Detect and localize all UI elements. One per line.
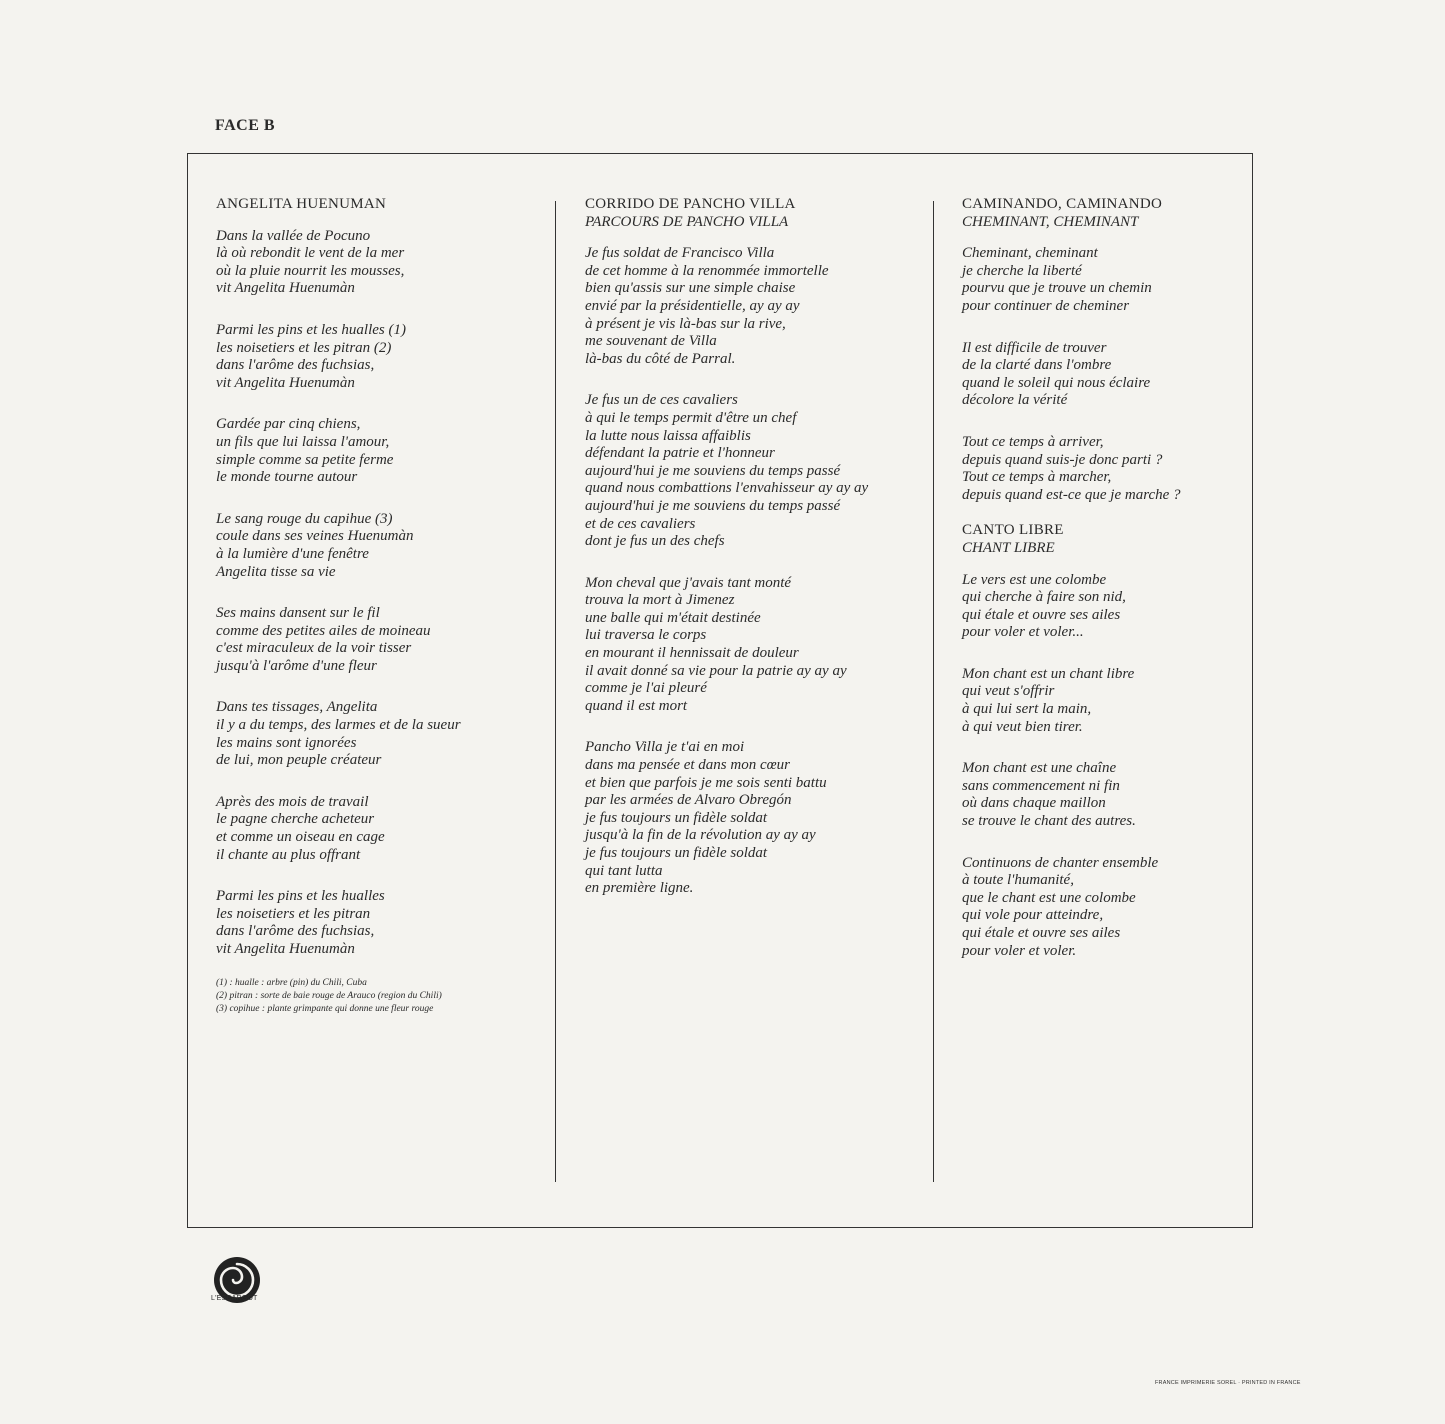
lyric-line: par les armées de Alvaro Obregón (585, 792, 792, 809)
lyric-line: à toute l'humanité, (962, 872, 1074, 889)
lyric-line: Dans la vallée de Pocuno (216, 227, 371, 244)
song-title: CORRIDO DE PANCHO VILLA (585, 196, 796, 212)
stanza (216, 888, 546, 958)
lyric-line: Mon cheval que j'avais tant monté (585, 574, 792, 591)
lyric-line: le pagne cherche acheteur (216, 811, 375, 828)
lyric-line: où la pluie nourrit les mousses, (216, 262, 405, 279)
lyric-line: pour continuer de cheminer (962, 297, 1130, 314)
lyric-line: Gardée par cinq chiens, (216, 416, 361, 433)
stanza-list (962, 245, 1247, 504)
lyric-line: il chante au plus offrant (216, 846, 361, 863)
footnote: (3) copihue : plante grimpante qui donne une fleur rouge (216, 1003, 434, 1014)
column-divider (933, 201, 934, 1182)
lyric-line: trouva la mort à Jimenez (585, 592, 735, 609)
lyric-line: quand nous combattions l'envahisseur ay ay ay (585, 480, 869, 497)
lyric-line: à qui le temps permit d'être un chef (585, 409, 797, 426)
lyric-line: Parmi les pins et les hualles (216, 888, 385, 905)
face-label: FACE B (215, 117, 276, 134)
lyric-line: vit Angelita Huenumàn (216, 941, 355, 957)
lyric-line: vit Angelita Huenumàn (216, 280, 355, 297)
stanza (585, 739, 925, 897)
lyric-line: la lutte nous laissa affaiblis (585, 427, 751, 444)
column-caminando (962, 196, 1247, 984)
lyric-line: Tout ce temps à arriver, (962, 433, 1104, 450)
footnote: (1) : hualle : arbre (pin) du Chili, Cuba (216, 977, 367, 988)
stanza (962, 434, 1247, 504)
printer-credit: FRANCE IMPRIMERIE SOREL · PRINTED IN FRANCE (1155, 1380, 1301, 1386)
lyric-line: Parmi les pins et les hualles (1) (216, 321, 406, 338)
lyric-line: sans commencement ni fin (962, 777, 1120, 794)
lyric-line: quand le soleil qui nous éclaire (962, 374, 1151, 391)
stanza (216, 511, 546, 581)
lyric-line: pour voler et voler... (962, 624, 1084, 641)
lyric-line: pour voler et voler. (962, 942, 1077, 959)
stanza (216, 699, 546, 769)
lyric-line: pourvu que je trouve un chemin (962, 280, 1152, 297)
lyric-line: me souvenant de Villa (585, 333, 717, 350)
lyric-line: quand il est mort (585, 697, 688, 714)
lyric-line: aujourd'hui je me souviens du temps passé (585, 497, 841, 514)
lyric-line: défendant la patrie et l'honneur (585, 445, 775, 462)
lyric-line: qui étale et ouvre ses ailes (962, 925, 1121, 941)
stanza (216, 416, 546, 486)
lyric-line: bien qu'assis sur une simple chaise (585, 280, 796, 297)
footnote: (2) pitran : sorte de baie rouge de Arauco (region du Chili) (216, 990, 442, 1001)
lyric-line: qui vole pour atteindre, (962, 907, 1104, 924)
lyric-line: se trouve le chant des autres. (962, 813, 1136, 830)
lyric-line: Pancho Villa je t'ai en moi (585, 739, 745, 756)
lyric-line: Le vers est une colombe (962, 571, 1107, 588)
lyric-line: qui veut s'offrir (962, 683, 1055, 700)
lyric-line: Dans tes tissages, Angelita (216, 699, 378, 716)
lyric-line: à la lumière d'une fenêtre (216, 545, 369, 562)
lyric-line: qui cherche à faire son nid, (962, 589, 1126, 606)
lyric-line: comme je l'ai pleuré (585, 680, 707, 697)
stanza (216, 794, 546, 864)
lyric-line: coule dans ses veines Huenumàn (216, 528, 414, 545)
song-title: CAMINANDO, CAMINANDO (962, 196, 1163, 212)
stanza (216, 322, 546, 392)
stanza (216, 228, 546, 298)
lyric-line: vit Angelita Huenumàn (216, 374, 355, 391)
lyric-line: je cherche la liberté (962, 262, 1082, 279)
lyric-line: qui tant lutta (585, 862, 663, 879)
lyric-line: en mourant il hennissait de douleur (585, 645, 799, 662)
lyric-line: depuis quand est-ce que je marche ? (962, 486, 1181, 503)
lyric-line: à qui veut bien tirer. (962, 718, 1083, 735)
lyric-line: jusqu'à la fin de la révolution ay ay ay (585, 827, 816, 844)
lyric-line: Je fus un de ces cavaliers (585, 392, 738, 409)
stanza (216, 605, 546, 675)
stanza-list (962, 572, 1247, 961)
footnotes (216, 977, 546, 1016)
lyric-line: que le chant est une colombe (962, 889, 1136, 906)
lyric-line: les mains sont ignorées (216, 734, 357, 751)
lyric-line: Mon chant est une chaîne (962, 760, 1117, 777)
lyric-line: et bien que parfois je me sois senti battu (585, 774, 827, 791)
song-subtitle: PARCOURS DE PANCHO VILLA (585, 213, 789, 230)
lyric-line: c'est miraculeux de la voir tisser (216, 640, 412, 657)
lyric-line: de cet homme à la renommée immortelle (585, 262, 829, 279)
column-divider (555, 201, 556, 1182)
lyric-line: Il est difficile de trouver (962, 339, 1107, 356)
stanza (962, 572, 1247, 642)
lyric-line: en première ligne. (585, 880, 694, 897)
lyric-line: à présent je vis là-bas sur la rive, (585, 315, 786, 332)
lyric-line: qui étale et ouvre ses ailes (962, 606, 1121, 623)
lyric-line: les noisetiers et les pitran (2) (216, 339, 392, 356)
lyric-line: et de ces cavaliers (585, 515, 696, 532)
stanza (585, 245, 925, 368)
column-angelita (216, 196, 546, 1016)
stanza (962, 666, 1247, 736)
lyric-line: une balle qui m'était destinée (585, 609, 761, 626)
lyric-line: simple comme sa petite ferme (216, 451, 394, 468)
lyric-line: là-bas du côté de Parral. (585, 350, 736, 367)
stanza (962, 245, 1247, 315)
stanza (962, 760, 1247, 830)
lyric-line: Tout ce temps à marcher, (962, 469, 1112, 486)
lyric-line: comme des petites ailes de moineau (216, 622, 431, 639)
lyric-line: dans l'arôme des fuchsias, (216, 357, 375, 374)
stanza (585, 575, 925, 716)
lyric-line: décolore la vérité (962, 392, 1068, 409)
lyric-line: il avait donné sa vie pour la patrie ay ay ay (585, 662, 847, 679)
lyric-line: Continuons de chanter ensemble (962, 854, 1159, 871)
lyric-line: je fus toujours un fidèle soldat (585, 845, 768, 861)
lyric-line: depuis quand suis-je donc parti ? (962, 451, 1163, 468)
lyric-line: un fils que lui laissa l'amour, (216, 433, 390, 450)
lyric-line: Ses mains dansent sur le fil (216, 605, 380, 622)
stanza-list (216, 228, 546, 959)
lyric-line: dont je fus un des chefs (585, 533, 725, 550)
lyric-line: Cheminant, cheminant (962, 245, 1098, 262)
lyric-line: où dans chaque maillon (962, 795, 1106, 812)
lyric-line: envié par la présidentielle, ay ay ay (585, 297, 800, 314)
stanza (585, 392, 925, 550)
song-subtitle: CHEMINANT, CHEMINANT (962, 213, 1139, 230)
lyric-line: aujourd'hui je me souviens du temps passé (585, 462, 841, 479)
lyric-line: dans l'arôme des fuchsias, (216, 923, 375, 940)
lyric-line: Après des mois de travail (216, 793, 369, 810)
column-pancho-villa (585, 196, 925, 922)
stanza (962, 340, 1247, 410)
lyric-line: de lui, mon peuple créateur (216, 752, 382, 769)
stanza-list (585, 245, 925, 898)
song-title: ANGELITA HUENUMAN (216, 196, 387, 212)
lyric-line: jusqu'à l'arôme d'une fleur (216, 657, 377, 674)
song-subtitle: CHANT LIBRE (962, 539, 1055, 556)
lyric-line: là où rebondit le vent de la mer (216, 245, 405, 262)
lyric-line: il y a du temps, des larmes et de la sueur (216, 717, 461, 734)
lyric-line: et comme un oiseau en cage (216, 829, 385, 846)
lyric-line: les noisetiers et les pitran (216, 905, 371, 922)
lyric-line: lui traversa le corps (585, 627, 707, 644)
stanza (962, 855, 1247, 961)
lyric-line: Mon chant est un chant libre (962, 665, 1135, 682)
lyric-line: je fus toujours un fidèle soldat (585, 809, 768, 826)
song-title: CANTO LIBRE (962, 522, 1064, 539)
lyric-line: Le sang rouge du capihue (3) (216, 510, 393, 527)
lyric-line: dans ma pensée et dans mon cœur (585, 757, 790, 774)
lyric-line: Je fus soldat de Francisco Villa (585, 245, 775, 262)
lyric-line: de la clarté dans l'ombre (962, 357, 1112, 374)
lyric-line: à qui lui sert la main, (962, 701, 1092, 718)
lyric-line: le monde tourne autour (216, 469, 358, 486)
lyric-line: Angelita tisse sa vie (216, 563, 336, 580)
label-name: L'ESCARGOT (211, 1295, 258, 1302)
